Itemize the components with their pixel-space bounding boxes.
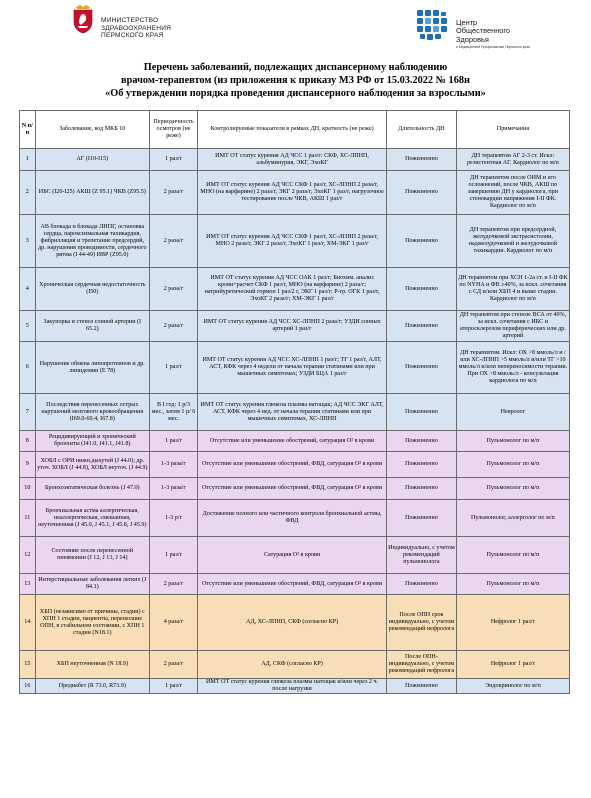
table-row: [20, 679, 570, 694]
cell-period: 1 раз/г: [149, 537, 197, 574]
cell-indicators: ИМТ ОТ статус курения АД ЧСС ХС-ЛПНП 2 раза/г; УЗДИ сонных артерий 1 раз/г: [198, 311, 387, 342]
cell-period: 2 раза/г: [149, 311, 197, 342]
cell-period: 1-3 раза/г: [149, 478, 197, 500]
cell-indicators: ИМТ ОТ статус курения АД ЧСС ХС-ЛПНП 1 раз/г; ТГ 1 раз/г, АЛТ, АСТ, КФК через 4 недели от начала терапии статинами или при мышечных симптомах; УЗДИ БЦА 1 раз/г: [198, 342, 387, 394]
header-duration: Длительность ДН: [387, 111, 457, 149]
cell-indicators: Отсутствие или уменьшение обострений, ФВД, сатурация O² в крови: [198, 452, 387, 478]
ministry-line-3: ПЕРМСКОГО КРАЯ: [101, 32, 164, 40]
cell-disease: Закупорка и стеноз сонной артерии (I 65.2): [35, 311, 149, 342]
cell-disease: Состояние после перенесенной пневмонии (J 12, J 13, J 14): [35, 537, 149, 574]
cell-indicators: Отсутствие или уменьшение обострений, сатурация O² в крови: [198, 431, 387, 452]
cell-notes: Нефролог 1 раз/г: [456, 595, 569, 651]
cell-disease: Бронхоэктатическая болезнь (J 47.0): [35, 478, 149, 500]
cell-num: 12: [20, 537, 36, 574]
cell-duration: После ОПН срок индивидуально, с учетом рекомендаций нефролога: [387, 595, 457, 651]
table-row: [20, 311, 570, 342]
cell-num: 1: [20, 149, 36, 171]
cell-indicators: ИМТ ОТ статус курения АД ЧСС 1 раз/г: СКФ, ХС-ЛПНП, альбуминурия, ЭКГ, ЭхоКГ: [198, 149, 387, 171]
cell-disease: Последствия перенесенных острых нарушений мозгового кровообращения (I69.0-69.4, I67.8): [35, 394, 149, 431]
cell-disease: АВ блокада и блокада ЛНПГ, остановка сердца, пароксизмальная тахикардия, фибрилляция и трепетание предсердий, др. нарушения проводимости, сердечного ритма (I 44-49) ИВР (Z95.0): [35, 215, 149, 268]
public-health-center-logo-icon: [416, 9, 450, 41]
center-line-3: Здоровья: [456, 34, 489, 44]
cell-notes: Невролог: [456, 394, 569, 431]
cell-duration: Пожизненно: [387, 268, 457, 311]
cell-duration: Пожизненно: [387, 342, 457, 394]
cell-period: 2 раза/г: [149, 215, 197, 268]
cell-notes: ДН терапевтом после ОИМ и его осложнений, после ЧКВ, АКШ по завершению ДН у кардиолога, при стенокардии напряжения I-II ФК. Кардиолог по м/п: [456, 171, 569, 215]
center-subtitle: и Медицинской Профилактики Пермского края: [456, 45, 530, 49]
header-period: Периодичность осмотров (не реже): [149, 111, 197, 149]
table-row: [20, 574, 570, 595]
cell-period: 1 раз/г: [149, 679, 197, 694]
cell-duration: После ОПН- индивидуально, с учетом рекомендаций нефролога: [387, 651, 457, 679]
cell-notes: ДН терапевтом при ХСН 1-2а ст. и I-II ФК по NYHA и ФВ ≥40%, за искл. сочетания с СД и/или ХБП 4 и выше стадии. Кардиолог по м/п: [456, 268, 569, 311]
cell-disease: ХОБЛ с ОРИ нижн.дыхутей (J 44.0); др. уточ. ХОБЛ (J 44.8), ХОБЛ неуточ. (J 44.9): [35, 452, 149, 478]
cell-period: 1 раз/г: [149, 149, 197, 171]
cell-duration: Пожизненно: [387, 500, 457, 537]
cell-num: 11: [20, 500, 36, 537]
cell-duration: Пожизненно: [387, 431, 457, 452]
table-header-row: [20, 111, 570, 149]
cell-num: 4: [20, 268, 36, 311]
cell-num: 3: [20, 215, 36, 268]
cell-disease: ХБП неуточненная (N 18.9): [35, 651, 149, 679]
table-row: [20, 171, 570, 215]
cell-period: 2 раза/г: [149, 268, 197, 311]
cell-num: 8: [20, 431, 36, 452]
cell-num: 13: [20, 574, 36, 595]
cell-indicators: Достижение полного или частичного контроля бронхиальной астмы, ФВД: [198, 500, 387, 537]
cell-notes: ДН терапевтом. Искл: ОХ >8 ммоль/л и /или ХС-ЛПНП >5 ммоль/л и/или ТГ >10 ммоль/л и/или непереносимости терапии. При ОХ >8 ммоль/л - консультация кардиолога по м/п: [456, 342, 569, 394]
cell-disease: Хроническая сердечная недостаточность (I50): [35, 268, 149, 311]
cell-disease: Рецидивирующий и хронический бронхиты (J41.0, J41.1, J41.8): [35, 431, 149, 452]
cell-duration: Пожизненно: [387, 452, 457, 478]
header-disease: Заболевание, код МКБ 10: [35, 111, 149, 149]
cell-duration: Пожизненно: [387, 394, 457, 431]
cell-duration: Пожизненно: [387, 215, 457, 268]
cell-period: 1 раз/г: [149, 431, 197, 452]
header-notes: Примечания: [456, 111, 569, 149]
cell-duration: Пожизненно: [387, 679, 457, 694]
header-indicators: Контролируемые показатели в рамках ДН, кратность (не реже): [198, 111, 387, 149]
table-row: [20, 478, 570, 500]
cell-duration: Пожизненно: [387, 149, 457, 171]
cell-indicators: ИМТ ОТ статус курения АД ЧСС СКФ 1 раз/г, ХС-ЛПНП 2 раза/г, МНО 2 раза/г, ЭКГ 2 раза/г, ЭхоКГ 1 раз/г, ХМ-ЭКГ 1 раз/г: [198, 215, 387, 268]
cell-indicators: Отсутствие или уменьшение обострений, ФВД, сатурация O² в крови: [198, 574, 387, 595]
title-line-3: «Об утверждении порядка проведения диспансерного наблюдения за взрослыми»: [105, 88, 486, 99]
center-line-2: Общественного: [456, 26, 511, 36]
ministry-line-1: МИНИСТЕРСТВО: [101, 17, 159, 24]
cell-indicators: ИМТ ОТ статус курения АД ЧСС СКФ 1 раз/г, ХС-ЛПНП 2 раза/г, МНО (на варфарине) 2 раза/г, ЭКГ 2 раза/г, ЭхоКГ 1 раз/г, нагрузочное тестирование после ЧКВ, АКШ 1 раз/г: [198, 171, 387, 215]
header-num: N п/п: [20, 111, 36, 149]
cell-num: 16: [20, 679, 36, 694]
cell-notes: Пульмонолог по м/п: [456, 574, 569, 595]
cell-indicators: Отсутствие или уменьшение обострений, ФВД, сатурация O² в крови: [198, 478, 387, 500]
center-line-1: Центр: [456, 18, 478, 27]
title-line-2: врачом-терапевтом (из приложения к приказу МЗ РФ от 15.03.2022 № 168н: [121, 75, 470, 86]
cell-period: 1-3 р/г: [149, 500, 197, 537]
cell-num: 14: [20, 595, 36, 651]
dispensary-table: [19, 110, 570, 694]
cell-num: 2: [20, 171, 36, 215]
cell-period: 2 раза/г: [149, 651, 197, 679]
cell-notes: ДН терапевтом при предсердной, желудочковой экстрасистолии, наджелудочковой и желудочковой тахикардии. Кардиолог по м/п: [456, 215, 569, 268]
cell-disease: ХБП (независимо от причины, стадии) с ХПН 1 стадии, пациенты, перенесшие ОПН, в стабильном состоянии, с ХПН 1 стадии (N18.1): [35, 595, 149, 651]
cell-period: 1 раз/г: [149, 342, 197, 394]
cell-indicators: ИМТ ОТ статус курения глюкоза плазмы натощак; АД ЧСС ЭКГ АЛТ, АСТ, КФК через 4 нед. от начала терапии статинами или при мышечных симптомах, ХС-ЛПНП: [198, 394, 387, 431]
cell-period: 2 раза/г: [149, 171, 197, 215]
cell-disease: Нарушение обмена липопротеинов и др. липидемии (E 78): [35, 342, 149, 394]
cell-indicators: АД, ХС-ЛПНП, СКФ (согласно КР): [198, 595, 387, 651]
cell-notes: Пульмонолог по м/п: [456, 478, 569, 500]
perm-crest-icon: [72, 4, 94, 34]
cell-notes: Пульмонолог, аллерголог по м/п: [456, 500, 569, 537]
cell-duration: Пожизненно: [387, 478, 457, 500]
table-row: [20, 595, 570, 651]
cell-notes: Пульмонолог по м/п: [456, 537, 569, 574]
table-row: [20, 537, 570, 574]
title-line-1: Перечень заболеваний, подлежащих диспансерному наблюдению: [143, 62, 448, 73]
public-health-center-name: [456, 19, 510, 44]
cell-period: 2 раза/г: [149, 574, 197, 595]
table-row: [20, 394, 570, 431]
cell-disease: Предиабет (R 73.0, R73.9): [35, 679, 149, 694]
table-row: [20, 149, 570, 171]
table-row: [20, 431, 570, 452]
cell-duration: Индивидуально, с учетом рекомендаций пульмонолога: [387, 537, 457, 574]
table-row: [20, 500, 570, 537]
cell-notes: ДН терапевтом при стенозе ВСА от 40%, за искл. сочетания с ИБС и атеросклерозом периферических или др. артерий: [456, 311, 569, 342]
cell-notes: Пульмонолог по м/п: [456, 431, 569, 452]
cell-period: В I год: 1 р/3 мес., затем 1 р/ 6 мес.: [149, 394, 197, 431]
cell-notes: Эндокринолог по м/п: [456, 679, 569, 694]
cell-num: 6: [20, 342, 36, 394]
cell-period: 1-3 раза/г: [149, 452, 197, 478]
cell-disease: ИБС (I20-I25) АКШ (Z 95.1) ЧКВ (Z95.5): [35, 171, 149, 215]
document-header: [0, 0, 591, 60]
cell-disease: Интерстициальные заболевания легких (J 84.1): [35, 574, 149, 595]
cell-duration: Пожизненно: [387, 574, 457, 595]
cell-indicators: АД, СКФ (согласно КР): [198, 651, 387, 679]
cell-disease: Бронхиальная астма аллергическая, неаллергическая, смешанная, неуточненная (J 45.0, J 45.1, J 45.8, J 45.9): [35, 500, 149, 537]
document-title: [0, 61, 591, 100]
table-row: [20, 268, 570, 311]
table-body: [20, 149, 570, 694]
table-row: [20, 215, 570, 268]
ministry-line-2: ЗДРАВООХРАНЕНИЯ: [101, 24, 172, 32]
cell-period: 4 раза/г: [149, 595, 197, 651]
cell-num: 5: [20, 311, 36, 342]
cell-indicators: Сатурация O² в крови: [198, 537, 387, 574]
cell-num: 9: [20, 452, 36, 478]
cell-duration: Пожизненно: [387, 171, 457, 215]
cell-disease: АГ (I10-I15): [35, 149, 149, 171]
cell-num: 15: [20, 651, 36, 679]
cell-notes: ДН терапевтом АГ 2-3 ст. Искл: резистентная АГ. Кардиолог по м/п: [456, 149, 569, 171]
cell-num: 7: [20, 394, 36, 431]
ministry-name: [101, 17, 171, 40]
table-row: [20, 342, 570, 394]
cell-duration: Пожизненно: [387, 311, 457, 342]
cell-notes: Пульмонолог по м/п: [456, 452, 569, 478]
table-row: [20, 651, 570, 679]
cell-indicators: ИМТ ОТ статус курения АД ЧСС ОАК 1 раз/г; Биохим. анализ крови+расчет СКФ 1 раз/г, МНО (на варфарине) 2 раза/г; натрийуретический гормон 1 раз/2 г, ЭКГ 1 раз/г; Р-гр. ОГК 1 раз/г, ЭхоКГ 2 раза/г; ХМ-ЭКГ 1 раз/г: [198, 268, 387, 311]
table-row: [20, 452, 570, 478]
cell-indicators: ИМТ ОТ статус курения глюкоза плазмы натощак и/или через 2 ч. после нагрузки: [198, 679, 387, 694]
cell-notes: Нефролог 1 раз/г: [456, 651, 569, 679]
cell-num: 10: [20, 478, 36, 500]
